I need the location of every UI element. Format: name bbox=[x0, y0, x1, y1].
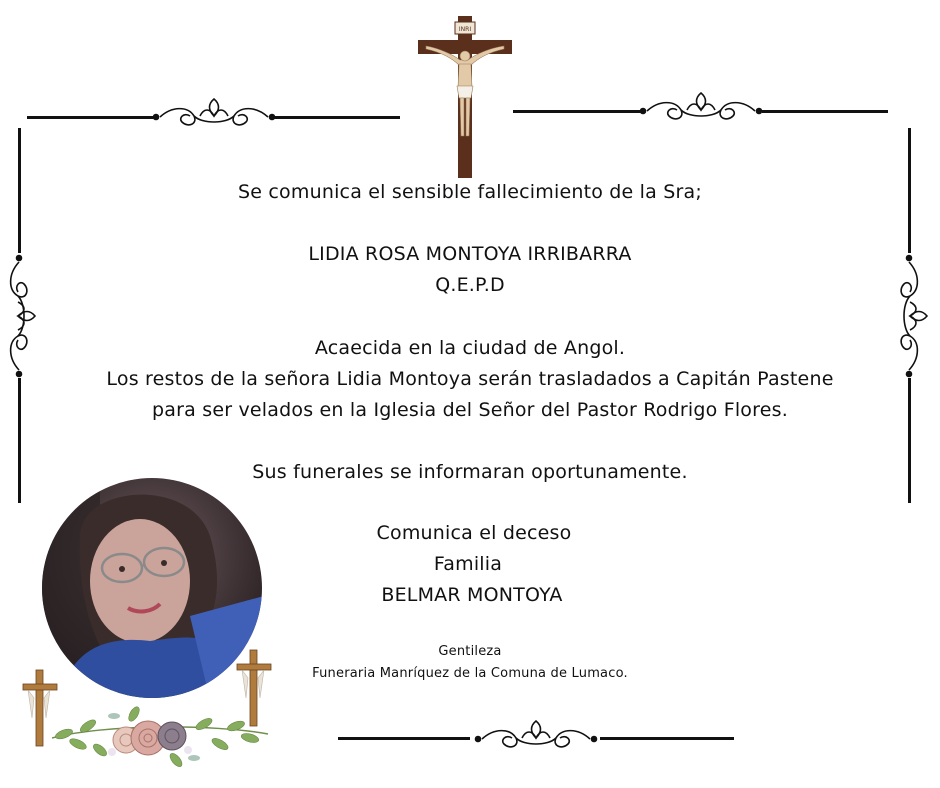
transfer-text: Los restos de la señora Lidia Montoya serán trasladados a Capitán Pastene bbox=[106, 368, 834, 390]
deceased-name: LIDIA ROSA MONTOYA IRRIBARRA bbox=[308, 243, 632, 265]
wake-text: para ser velados en la Iglesia del Señor del Pastor Rodrigo Flores. bbox=[152, 399, 788, 421]
floral-garland-icon bbox=[44, 694, 276, 778]
frame-top-right-line-b bbox=[762, 110, 888, 113]
signature-line-1: Comunica el deceso bbox=[376, 522, 572, 544]
flourish-ornament-top-right-icon bbox=[639, 90, 763, 126]
frame-right-line-b bbox=[908, 378, 911, 503]
courtesy-label: Gentileza bbox=[438, 644, 502, 659]
flourish-ornament-bottom-icon bbox=[472, 718, 600, 754]
intro-text: Se comunica el sensible fallecimiento de la Sra; bbox=[238, 181, 702, 203]
frame-top-left-line-a bbox=[27, 116, 155, 119]
frame-top-left-line-b bbox=[274, 116, 400, 119]
courtesy-funeral-home: Funeraria Manríquez de la Comuna de Lumaco. bbox=[312, 666, 628, 681]
frame-bottom-line-a bbox=[338, 737, 470, 740]
frame-top-right-line-a bbox=[513, 110, 641, 113]
frame-bottom-line-b bbox=[600, 737, 734, 740]
death-place-text: Acaecida en la ciudad de Angol. bbox=[314, 337, 626, 359]
signature-family-name: BELMAR MONTOYA bbox=[381, 584, 563, 606]
inri-label: INRI bbox=[458, 26, 472, 33]
flourish-ornament-top-left-icon bbox=[152, 96, 276, 132]
qepd-text: Q.E.P.D bbox=[435, 274, 505, 296]
crucifix-icon bbox=[416, 14, 514, 180]
frame-left-line-b bbox=[18, 378, 21, 503]
portrait-photo bbox=[40, 476, 264, 700]
signature-line-2: Familia bbox=[433, 553, 503, 575]
funerals-text: Sus funerales se informaran oportunamente. bbox=[252, 461, 688, 483]
